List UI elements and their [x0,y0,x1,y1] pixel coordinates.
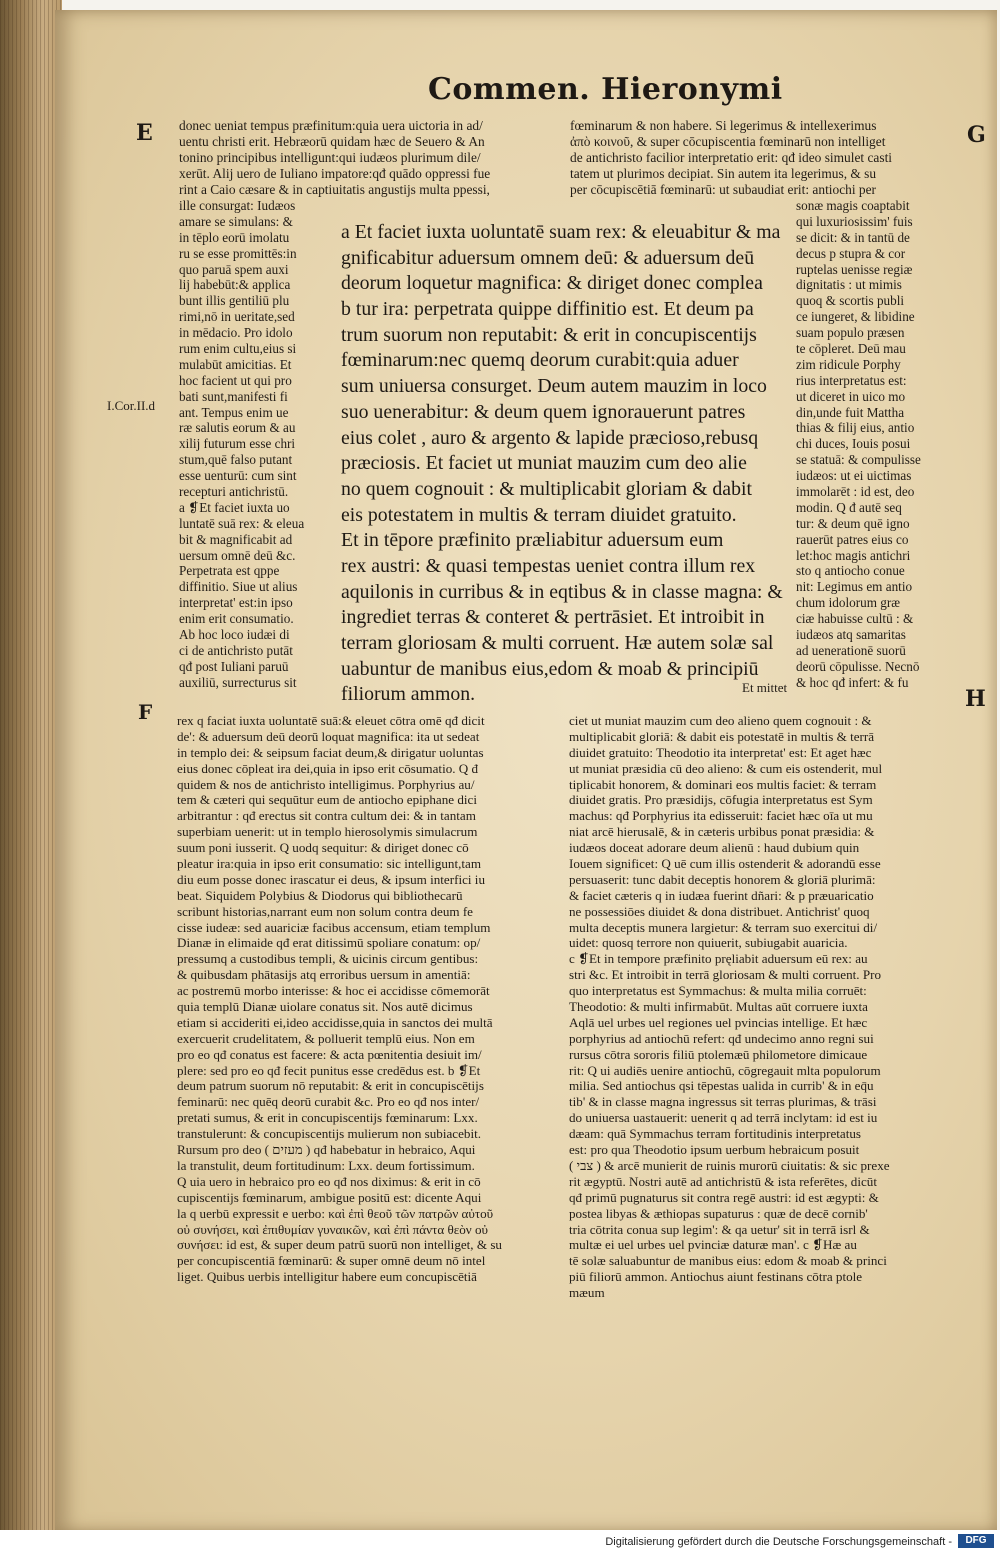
bottom-right-line: machus: qđ Porphyrius ita edisseruit: faciet hæc oīa ut mu [569,808,873,824]
bottom-right-line: diuidet gratuito: Theodotio ita interpretat' est: Et aget hæc [569,744,872,760]
bottom-left-text [177,713,502,1285]
book-edge [0,0,62,1530]
bottom-left-line: cisse iudeæ: sed auariciæ facibus accensum, etiam templum [177,919,491,935]
bottom-left-line: beat. Siquidem Polybius & Diodorus qui bibliothecarū [177,887,463,903]
left-column-line: bit & magnificabit ad [179,531,293,547]
bottom-left-line: tem & cæteri qui sequūtur eum de antiocho epiphane dici [177,792,477,808]
bottom-right-line: Aqlā uel urbes uel regiones uel pvincias intellige. Et hæc [569,1014,868,1030]
left-column-line: bunt illis gentiliū plu [179,293,290,309]
verse-line: Et in tēpore præfinito præliabitur aduersum eum [341,529,724,552]
verse-line: rex austri: & quasi tempestas ueniet contra illum rex [341,554,756,577]
footer-credit: Digitalisierung gefördert durch die Deutsche Forschungsgemeinschaft - [605,1536,952,1548]
bottom-right-line: est: pro qua Theodotio ipsum uerbum hebraicum posuit [569,1142,860,1158]
margin-letter-f: F [138,700,153,724]
right-column-line: sto q antiocho conue [796,563,905,579]
right-column-line: sonæ magis coaptabit [796,198,910,213]
right-column-line: qui luxuriosissim' fuis [796,213,913,229]
bottom-left-line: & quibusdam phātasijs atq erroribus uersum in amentiā: [177,967,471,983]
bottom-right-line: porphyrius ad antiochū refert: qđ undecimo anno regni sui [569,1030,874,1046]
left-column-line: ru se esse promittēs:in [179,245,297,261]
bottom-left-line: Dianæ in elimaide qđ erat ditissimū spoliare conatum: op/ [177,935,481,951]
left-column-line: uersum omnē deū &c. [179,547,296,563]
verse-line: terram gloriosam & multi corruent. Hæ autem solæ sal [341,632,774,654]
top-left-line: xerūt. Alij uero de Iuliano impatore:qđ quādo oppressi fue [179,165,491,181]
right-column-line: ce iungeret, & libidine [796,309,915,325]
bottom-left-line: συνήσει: id est, & super deum patrū suorū non intelliget, & su [177,1237,502,1253]
right-column-line: nit: Legimus em antio [796,579,913,595]
bottom-right-line: c ❡Et in tempore præfinito pręliabit aduersum eū rex: au [569,951,868,967]
bottom-left-line: Rursum pro deo ( מעזים ) qđ habebatur in hebraico, Aqui [177,1142,476,1158]
bottom-left-line: ac postremū morbo interisse: & hoc ei accidisse cōmemorāt [177,983,490,999]
bottom-left-line: quia templū Dianæ uiolare conatus sit. Nos autē dicimus [177,999,473,1015]
right-column-line: ad uenerationē suorū [796,642,906,658]
right-column-line: ruptelas uenisse regiæ [796,261,913,277]
verse-line: ingrediet terras & conteret & pertrāsiet. Et introibit in [341,606,765,629]
bottom-left-line: pleatur ira:quia in ipso erit consumatio: sic intelligunt,tam [177,856,482,872]
bottom-right-line: tib' & in classe magna ingressus sit terras plurimas, & trāsi [569,1094,877,1110]
right-column-line: quoq & scortis publi [796,293,905,309]
bottom-left-line: eius donec cōpleat ira dei,quia in ipso erit cōsumatio. Q đ [177,760,479,776]
bottom-left-line: deum patrum suorum nō reputabit: & erit in concupiscētijs [177,1078,484,1094]
side-note: I.Cor.II.d [107,398,156,413]
left-column-line: ci de antichristo putāt [179,642,293,658]
left-column-text [179,198,304,691]
footer-bar [0,1530,1000,1551]
right-column-text [796,198,921,691]
right-column-line: chi duces, Iouis posui [796,436,911,452]
margin-letter-e: E [136,120,153,146]
bottom-right-line: qđ primū pugnaturus sit contra regē austri: id est ægypti: & [569,1189,879,1205]
bottom-left-line: superbiam uenerit: ut in templo hierosolymis simulacrum [177,824,478,840]
verse-line: eius colet , auro & argento & lapide præcioso,rebusq [341,426,759,449]
right-column-line: se dicit: & in tantū de [796,229,910,245]
verse-line: præciosis. Et faciet ut muniat mauzim cum deo alie [341,452,747,475]
right-column-line: se statuā: & compulisse [796,452,921,468]
page-header: Commen. Hieronymi [428,72,783,107]
bottom-left-line: in templo dei: & seipsum faciat deum,& dirigatur uoluntas [177,744,484,760]
bottom-left-line: Q uia uero in hebraico pro eo qđ nos diximus: & erit in cō [177,1173,481,1189]
right-column-line: modin. Q đ autē seq [796,499,902,515]
left-column-line: recepturi antichristū. [179,484,289,500]
top-left-line: uentu christi erit. Hebræorū quidam hæc de Seuero & An [179,133,485,149]
left-column-line: diffinitio. Siue ut alius [179,579,298,595]
bottom-right-line: quo interpretatus est Symmachus: & multa milia corruēt: [569,983,867,999]
right-column-line: suam populo præsen [796,325,905,341]
left-column-line: rimi,nō in ueritate,sed [179,309,295,325]
verse-line: filiorum ammon. [341,683,476,706]
left-column-line: amare se simulans: & [179,213,293,229]
margin-letter-h: H [965,686,986,712]
left-column-line: esse uenturū: cum sint [179,468,297,484]
bottom-right-line: milia. Sed antiochus qsi tēpestas ualida in currib' & in eq̄u [569,1078,874,1094]
bottom-right-line: ne possessiōes diuidet & dona distribuet. Antichrist' quoq [569,903,870,919]
top-left-text [179,118,490,197]
verse-line: gnificabitur aduersum omnem deū: & aduersum deū [341,246,755,269]
catchword-top: Et mittet [742,680,788,695]
bottom-right-line: tē solæ saluabuntur de manibus eius: edom & moab & princi [569,1253,887,1269]
bottom-left-line: transtulerunt: & concupiscentijs mulierum non subiacebit. [177,1126,482,1142]
right-column-line: let:hoc magis antichri [796,547,911,563]
top-left-line: rint a Caio cæsare & in captiuitatis angustijs multa ppessi, [179,181,490,197]
right-column-line: iudæos atq samaritas [796,627,906,643]
left-column-line: Ab hoc loco iudæi di [179,627,290,643]
bottom-left-line: suum poni iusserit. Q uodq sequitur: & diriget donec cō [177,840,469,856]
right-column-line: dignitatis : ut mimis [796,277,902,293]
bottom-right-line: multiplicabit gloriā: & dabit eis potestatē in multis & terrā [569,728,875,744]
verse-line: sum uniuersa consurget. Deum autem mauzim in loco [341,375,767,398]
bottom-right-line: uidet: quosq terrore non quiuerit, subiugabit auaricia. [569,935,848,951]
verse-line: deorum loquetur magnifica: & diriget donec complea [341,272,763,295]
bottom-left-line: plere: sed pro eo qđ fecit punitus esse credēdus est. b ❡Et [177,1062,481,1078]
verse-line: aquilonis in curribus & in eqtibus & in classe magna: & [341,580,783,603]
bottom-right-line: diuidet gratis. Pro præsidijs, cōfugia interpretatus est Sym [569,792,873,808]
bottom-right-line: dæam: quā Symmachus terram fortitudinis interpretatus [569,1126,862,1142]
bottom-right-line: rit ægyptū. Nostri autē ad antichristū & ista referētes, dicūt [569,1173,877,1189]
right-column-line: decus p stupra & cor [796,245,906,261]
left-column-line: bati sunt,manifesti fi [179,388,288,404]
right-column-line: te cōpleret. Deū mau [796,341,906,357]
bottom-right-line: rit: Q ui audiēs uenire antiochū, cōgregauit mlta populorum [569,1062,881,1078]
bottom-right-line: & faciet cæteris q in iudæa fuerint dñari: & p præuaricatio [569,887,874,903]
right-column-line: iudæos: ut ei uictimas [796,468,912,484]
bottom-right-line: postea libyas & æthiopas supaturus : quæ de decē cornib' [569,1205,868,1221]
right-column-line: rius interpretatus est: [796,372,907,388]
top-right-line: de antichristo facilior interpretatio erit: qđ ideo simulet casti [570,149,893,165]
verse-line: no quem cognouit : & multiplicabit gloriam & dabit [341,477,752,500]
top-right-text [570,118,892,197]
right-column-line: tur: & deum quē igno [796,515,910,531]
dfg-logo[interactable]: DFG [958,1534,994,1548]
right-column-line: & hoc qđ infert: & fu [796,674,909,690]
bottom-right-line: niat arcē hierusalē, & in cæteris urbibus ponat præsidia: & [569,824,875,840]
top-right-line: fœminarum & non habere. Si legerimus & intellexerimus [570,118,877,133]
left-column-line: auxiliū, surrecturus sit [179,674,297,690]
top-right-line: per cōcupiscētiā fœminarū: ut subaudiat erit: antiochi per [570,181,877,197]
left-column-line: quo paruā spem auxi [179,261,289,277]
top-left-line: tonino principibus intelligunt:qui iudæos plurimum dile/ [179,149,481,165]
bottom-right-line: multa deceptis munera largietur: & terram suo exercitui di/ [569,919,878,935]
left-column-line: a ❡Et faciet iuxta uo [179,499,290,515]
verse-line: b tur ira: perpetrata quippe diffinitio est. Et deum pa [341,298,754,321]
bottom-right-line: do uniuersa uastauerit: uenerit q ad terrā inclytam: id est iu [569,1110,878,1126]
left-column-line: ræ salutis eorum & au [179,420,296,436]
bottom-right-line: multæ ei uel urbes uel pvinciæ daturæ man'. c ❡Hæ au [569,1237,857,1253]
verse-line: trum suorum non reputabit: & erit in concupiscentijs [341,323,757,346]
bottom-left-line: la transtulit, deum fortitudinum: Lxx. deum fortissimum. [177,1157,475,1173]
left-column-line: in tēplo eorū imolatu [179,229,290,245]
bottom-left-line: pro eo qđ conatus est facere: & acta pœnitentia desiuit im/ [177,1046,482,1062]
left-column-line: stum,quē falso putant [179,452,293,468]
right-column-line: zim ridicule Porphy [796,356,901,372]
bottom-left-line: pretati sumus, & erit in concupiscentijs fœminarum: Lxx. [177,1110,478,1126]
left-column-line: hoc facient ut qui pro [179,372,292,388]
main-verse-text [341,220,783,708]
bottom-left-line: per concupiscentiā fœminarū: & super omnē deum nō intel [177,1253,486,1269]
left-column-line: ant. Tempus enim ue [179,404,289,420]
left-column-line: luntatē suā rex: & eleua [179,515,305,531]
verse-line: suo uenerabitur: & deum quem ignorauerunt patres [341,400,746,423]
right-column-line: immolarēt : id est, deo [796,484,915,500]
bottom-left-line: etiam si accideriti ei,ideo accidisse,quia in sanctos dei multā [177,1014,493,1030]
bottom-right-text [569,713,890,1301]
left-column-line: Perpetrata est qppe [179,563,280,579]
top-right-line: ἀπὸ κοινοῦ, & super cōcupiscentia fœminarū non intelliget [570,133,886,149]
right-column-line: chum idolorum græ [796,595,901,611]
bottom-right-line: mæum [569,1285,605,1301]
bottom-left-line: rex q faciat iuxta uoluntatē suā:& eleuet cōtra omē qđ dicit [177,713,485,728]
bottom-right-line: persuaserit: tunc dabit deceptis honorem & gloriā plurimā: [569,871,876,887]
bottom-left-line: feminarū: nec quēq deorū curabit &c. Pro eo qđ nos inter/ [177,1094,480,1110]
right-column-line: ut diceret in uico mo [796,388,906,404]
bottom-left-line: quidem & nos de antichristo intelligimus. Porphyrius au/ [177,776,475,792]
left-column-line: ille consurgat: Iudæos [179,198,296,213]
bottom-right-line: tiplicabit honorem, & dominari eos multis faciet: & terram [569,776,877,792]
bottom-left-line: οὐ συνήσει, καὶ ἐπιθυμίαν γυναικῶν, καὶ ἐπὶ πάντα θεὸν οὐ [177,1221,488,1237]
bottom-right-line: Iouem significet: Q uē cum illis ostenderit & adorandū esse [569,856,881,872]
bottom-left-line: la q uerbū expressit e uerbo: καὶ ἐπὶ θεοῦ τῶν πατρῶν αὐτοῦ [177,1205,494,1221]
verse-line: uabuntur de manibus eius,edom & moab & principiū [341,657,759,680]
bottom-left-line: de': & aduersum deū deorū loquat magnifica: ita ut sedeat [177,728,480,744]
bottom-left-line: arbitrantur : qđ erectus sit contra cultum dei: & in tantam [177,808,476,824]
right-column-line: rauerūt patres eius co [796,531,909,547]
bottom-left-line: scribunt historias,narrant eum non solum contra deum fe [177,903,473,919]
left-column-line: mulabūt amicitias. Et [179,356,292,372]
bottom-left-line: pressumq a custodibus templi, & uicinis circum gentibus: [177,951,479,967]
verse-line: fœminarum:nec quemq deorum curabit:quia aduer [341,349,739,372]
bottom-right-line: iudæos doceat adorare deum alienū : haud dubium quin [569,840,860,856]
verse-line: a Et faciet iuxta uoluntatē suam rex: & eleuabitur & ma [341,221,781,243]
left-column-line: lij habebūt:& applica [179,277,291,293]
margin-letter-g: G [967,122,986,148]
left-column-line: rum enim cultu,eius si [179,341,297,357]
bottom-right-line: ciet ut muniat mauzim cum deo alieno quem cognouit : & [569,713,872,728]
verse-line: eis potestatem in multis & terram diuidet gratuito. [341,503,737,526]
top-left-line: donec ueniat tempus præfinitum:quia uera uictoria in ad/ [179,118,483,133]
right-column-line: ciæ habuisse cultū : & [796,611,914,627]
right-column-line: thias & filij eius, antio [796,420,915,436]
top-right-line: tatem ut plurimos decipiat. Sin autem ita legerimus, & su [570,165,877,181]
bottom-right-line: Theodotio: & multi infirmabūt. Multas aūt corruere iuxta [569,999,868,1015]
bottom-right-line: ( צבי ) & arcē munierit de ruinis murorū ciuitatis: & sic prexe [569,1157,890,1173]
left-column-line: in mēdacio. Pro idolo [179,325,293,341]
left-column-line: xilij futurum esse chri [179,436,296,452]
bottom-right-line: stri &c. Et introibit in terrā gloriosam & multi corruent. Pro [569,967,882,983]
bottom-left-line: cupiscentijs fœminarum, ambigue positū est: dicente Aqui [177,1189,482,1205]
left-column-line: interpretat' est:in ipso [179,595,293,611]
left-column-line: qđ post Iuliani paruū [179,658,289,674]
bottom-right-line: ut muniat præsidia cū deo alieno: & cum eis ostenderit, mul [569,760,883,776]
bottom-right-line: piū filiorū ammon. Antiochus aiunt festinans cōtra ptole [569,1269,863,1285]
bottom-left-line: liget. Quibus uerbis intelligitur habere eum concupiscētiā [177,1269,477,1285]
right-column-line: din,unde fuit Mattha [796,404,905,420]
bottom-left-line: diu eum posse donec irascatur ei deus, & ipsum interfici iu [177,871,485,887]
bottom-left-line: exercuerit crudelitatem, & polluerit templū eius. Non em [177,1030,475,1046]
bottom-right-line: rursus cōtra sororis filiū ptolemæū philometore dimicaue [569,1046,868,1062]
right-column-line: deorū cōpulisse. Necnō [796,658,920,674]
bottom-right-line: tria cōtrita conua sup legim': & qa uetur' sit in terrā isrl & [569,1221,870,1237]
left-column-line: enim erit consumatio. [179,611,294,627]
